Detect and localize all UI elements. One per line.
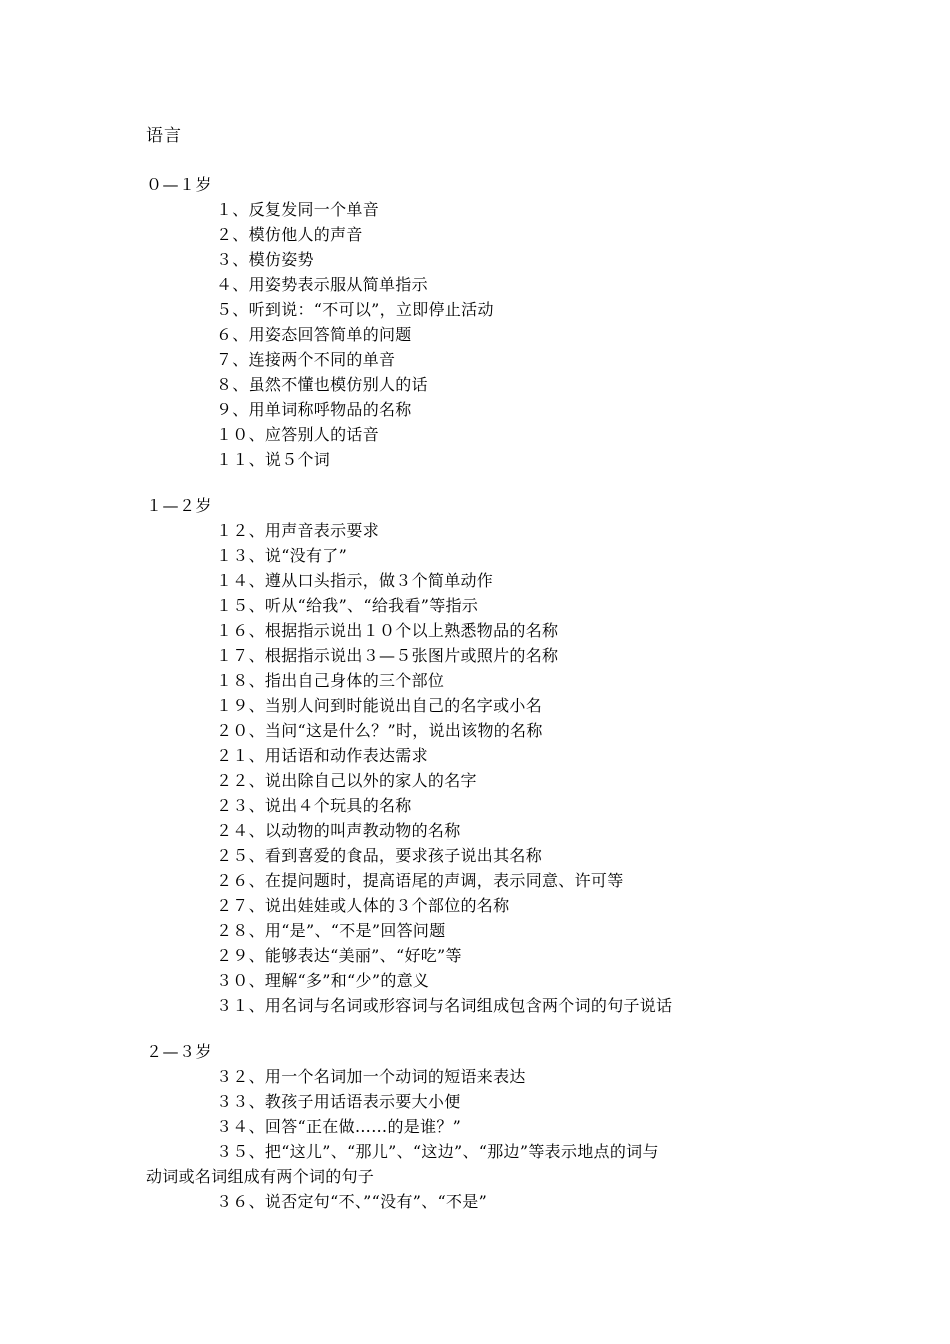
list-item: ２６、在提问题时，提高语尾的声调，表示同意、许可等 xyxy=(216,871,624,890)
list-item: ３１、用名词与名词或形容词与名词组成包含两个词的句子说话 xyxy=(216,996,673,1015)
list-item: ６、用姿态回答简单的问题 xyxy=(216,325,412,344)
list-item: ２７、说出娃娃或人体的３个部位的名称 xyxy=(216,896,510,915)
list-item: ２、模仿他人的声音 xyxy=(216,225,363,244)
list-item-line: ３５、把“这儿”、“那儿”、“这边”、“那边”等表示地点的词与 xyxy=(216,1142,659,1161)
list-item: ３６、说否定句“不、”“没有”、“不是” xyxy=(216,1192,488,1211)
list-item: ３０、理解“多”和“少”的意义 xyxy=(216,971,430,990)
list-item: ２５、看到喜爱的食品，要求孩子说出其名称 xyxy=(216,846,543,865)
list-item: ３、模仿姿势 xyxy=(216,250,314,269)
section-2-3 xyxy=(146,1039,826,1214)
list-item: ２１、用话语和动作表达需求 xyxy=(216,746,428,765)
list-item: １４、遵从口头指示，做３个简单动作 xyxy=(216,571,494,590)
list-item: １６、根据指示说出１０个以上熟悉物品的名称 xyxy=(216,621,559,640)
list-item-continuation: 动词或名词组成有两个词的句子 xyxy=(146,1167,375,1186)
list-item: ２０、当问“这是什么？”时，说出该物的名称 xyxy=(216,721,543,740)
list-item: １５、听从“给我”、“给我看”等指示 xyxy=(216,596,479,615)
list-item: ４、用姿势表示服从简单指示 xyxy=(216,275,428,294)
document-title: 语言 xyxy=(146,126,182,146)
list-item xyxy=(146,1139,826,1189)
list-item: ２４、以动物的叫声教动物的名称 xyxy=(216,821,461,840)
list-item: １０、应答别人的话音 xyxy=(216,425,380,444)
list-item: １８、指出自己身体的三个部位 xyxy=(216,671,445,690)
age-heading: ２—３岁 xyxy=(146,1042,213,1061)
list-item: ３２、用一个名词加一个动词的短语来表达 xyxy=(216,1067,526,1086)
list-item: １３、说“没有了” xyxy=(216,546,348,565)
list-item: ３４、回答“正在做……的是谁？” xyxy=(216,1117,462,1136)
list-item: ２２、说出除自己以外的家人的名字 xyxy=(216,771,477,790)
list-item: １７、根据指示说出３—５张图片或照片的名称 xyxy=(216,646,559,665)
list-item: １２、用声音表示要求 xyxy=(216,521,380,540)
list-item: ２３、说出４个玩具的名称 xyxy=(216,796,412,815)
list-item: ３３、教孩子用话语表示要大小便 xyxy=(216,1092,461,1111)
list-item: ８、虽然不懂也模仿别人的话 xyxy=(216,375,428,394)
list-item: ２９、能够表达“美丽”、“好吃”等 xyxy=(216,946,462,965)
section-1-2 xyxy=(146,493,826,1018)
list-item: １１、说５个词 xyxy=(216,450,331,469)
list-item: ５、听到说：“不可以”，立即停止活动 xyxy=(216,300,494,319)
list-item: ９、用单词称呼物品的名称 xyxy=(216,400,412,419)
list-item: １、反复发同一个单音 xyxy=(216,200,380,219)
list-item: １９、当别人问到时能说出自己的名字或小名 xyxy=(216,696,543,715)
list-item: ２８、用“是”、“不是”回答问题 xyxy=(216,921,446,940)
age-heading: ０—１岁 xyxy=(146,175,213,194)
section-0-1 xyxy=(146,172,826,472)
age-heading: １—２岁 xyxy=(146,496,213,515)
list-item: ７、连接两个不同的单音 xyxy=(216,350,396,369)
